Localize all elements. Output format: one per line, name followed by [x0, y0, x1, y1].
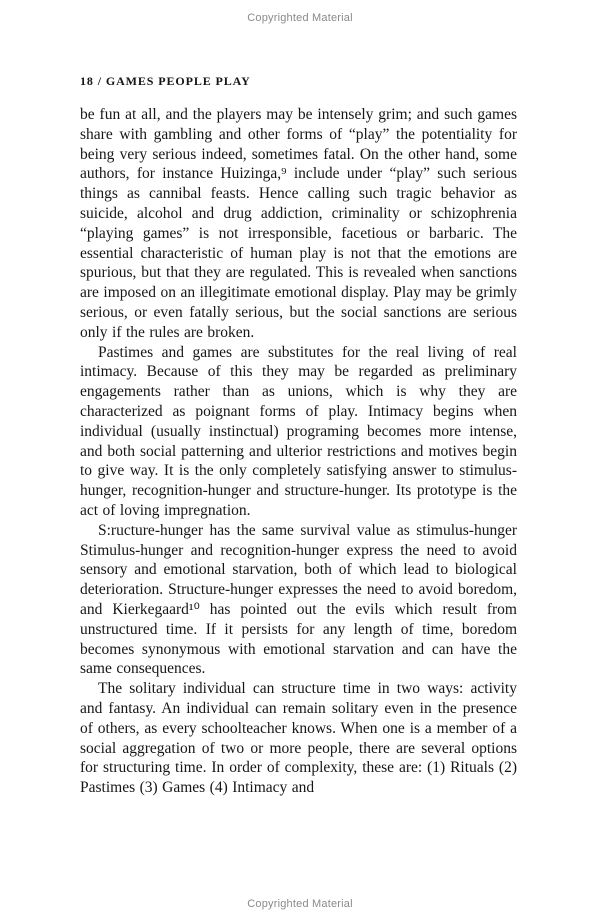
copyright-notice-top: Copyrighted Material: [247, 12, 353, 24]
running-header: 18 / GAMES PEOPLE PLAY: [80, 74, 251, 88]
paragraph: be fun at all, and the players may be intensely grim; and such games share with gambling and other forms of “play” the potentiality for being very serious indeed, sometimes fatal. On the other hand, some authors, for instance Huizinga,⁹ include under “play” such serious things as cannibal feasts. Hence calling such tragic behavior as suicide, alcohol and drug addiction, criminality or schizophrenia “playing games” is not irresponsible, facetious or barbaric. The essential characteristic of human play is not that the emotions are spurious, but that they are regulated. This is revealed when sanctions are imposed on an illegitimate emotional display. Play may be grimly serious, or even fatally serious, but the social sanctions are serious only if the rules are broken.: [80, 106, 517, 341]
copyright-notice-bottom: Copyrighted Material: [247, 898, 353, 910]
paragraph: The solitary individual can structure time in two ways: activity and fantasy. An individual can remain solitary even in the presence of others, as every schoolteacher knows. When one is a member of a social aggregation of two or more people, there are several options for structuring time. In order of complexity, these are: (1) Rituals (2) Pastimes (3) Games (4) Intimacy and: [80, 680, 517, 797]
page-content: [80, 74, 517, 798]
paragraph: Pastimes and games are substitutes for the real living of real intimacy. Because of this they may be regarded as preliminary engagements rather than as unions, which is why they are characterized as poignant forms of play. Intimacy begins when individual (usually instinctual) programing becomes more intense, and both social patterning and ulterior restrictions and motives begin to give way. It is the only completely satisfying answer to stimulus-hunger, recognition-hunger and structure-hunger. Its prototype is the act of loving impregnation.: [80, 343, 517, 519]
paragraph: S:ructure-hunger has the same survival value as stimulus-hunger Stimulus-hunger and recognition-hunger express the need to avoid sensory and emotional starvation, both of which lead to biological deterioration. Structure-hunger expresses the need to avoid boredom, and Kierkegaard¹⁰ has pointed out the evils which result from unstructured time. If it persists for any length of time, boredom becomes synonymous with emotional starvation and can have the same consequences.: [80, 521, 517, 678]
